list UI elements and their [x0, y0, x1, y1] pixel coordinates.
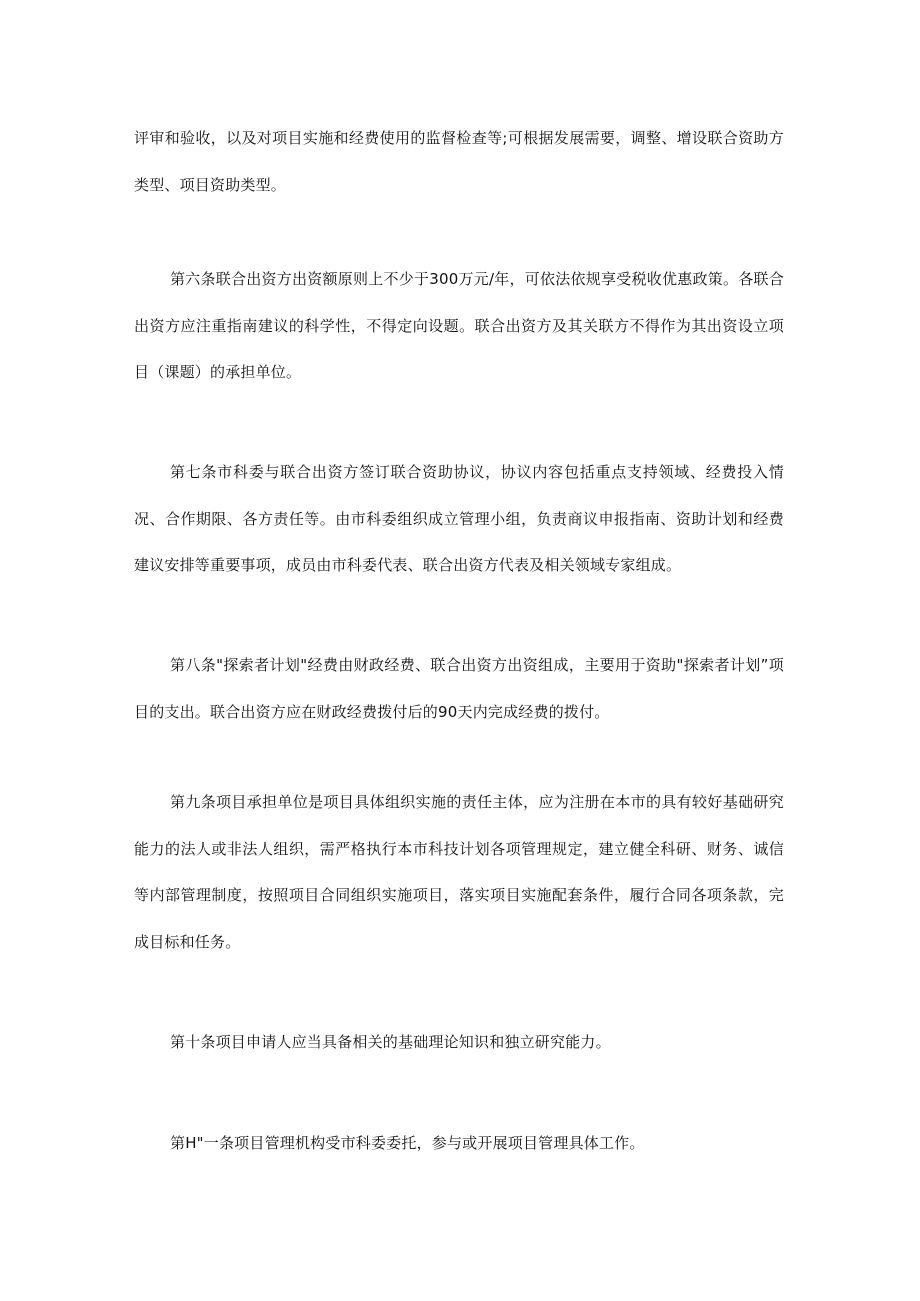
paragraph-article-11: 第H"一条项目管理机构受市科委委托，参与或开展项目管理具体工作。	[170, 1134, 645, 1152]
paragraph-continuation: 评审和验收，以及对项目实施和经费使用的监督检查等;可根据发展需要，调整、增设联合资助方类型、项目资助类型。	[134, 129, 784, 194]
paragraph-article-6: 第六条联合出资方出资额原则上不少于300万元/年，可依法依规享受税收优惠政策。各联合出资方应注重指南建议的科学性，不得定向设题。联合出资方及其关联方不得作为其出资设立项目（课题）的承担单位。	[134, 270, 784, 381]
paragraph-article-7: 第七条市科委与联合出资方签订联合资助协议，协议内容包括重点支持领域、经费投入情况、合作期限、各方责任等。由市科委组织成立管理小组，负责商议申报指南、资助计划和经费建议安排等重要事项，成员由市科委代表、联合出资方代表及相关领域专家组成。	[134, 463, 784, 574]
paragraph-article-8: 第八条"探索者计划"经费由财政经费、联合出资方出资组成，主要用于资助"探索者计划”项目的支出。联合出资方应在财政经费拨付后的90天内完成经费的拨付。	[134, 656, 784, 721]
paragraph-article-10: 第十条项目申请人应当具备相关的基础理论知识和独立研究能力。	[170, 1033, 611, 1051]
paragraph-article-9: 第九条项目承担单位是项目具体组织实施的责任主体，应为注册在本市的具有较好基础研究能力的法人或非法人组织，需严格执行本市科技计划各项管理规定，建立健全科研、财务、诚信等内部管理制度，按照项目合同组织实施项目，落实项目实施配套条件，履行合同各项条款，完成目标和任务。	[134, 793, 784, 951]
